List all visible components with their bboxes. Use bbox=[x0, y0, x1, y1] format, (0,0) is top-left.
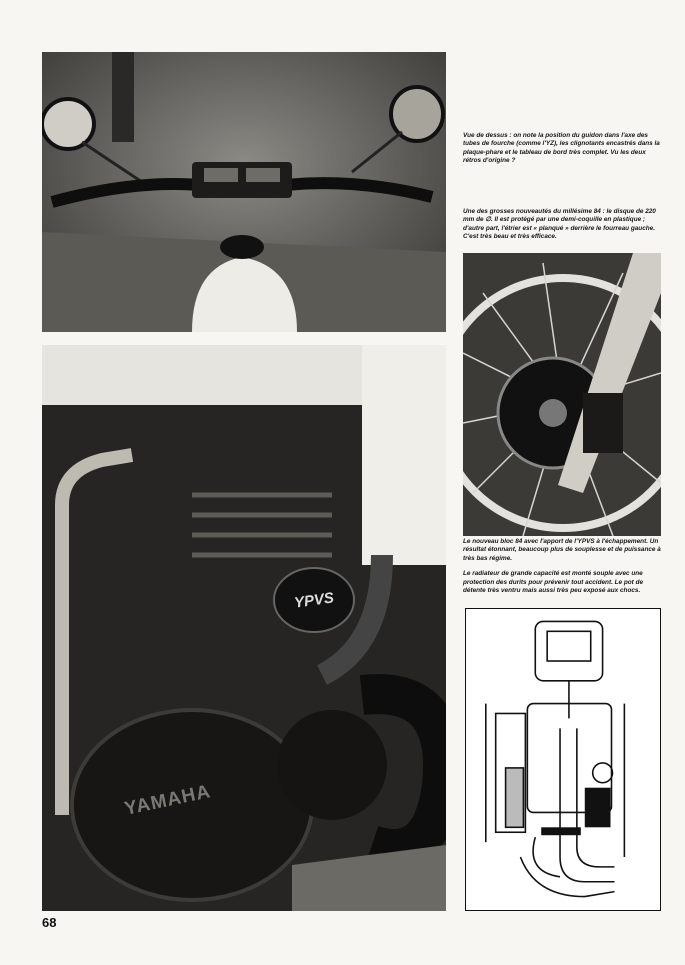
caption-disc-brake bbox=[463, 208, 663, 249]
caption-text: Vue de dessus : on note la position du guidon dans l'axe des tubes de fourche (comme l'YZ), les clignotants encastrés dans la plaque-phare et le tableau de bord très complet. Vu les deux rétros d'origine ? bbox=[463, 132, 660, 165]
engine-diagram bbox=[465, 608, 661, 911]
caption-handlebar bbox=[463, 132, 663, 173]
caption-text: Le radiateur de grande capacité est monté souple avec une protection des durits pour prévenir tout accident. Le pot de détente très ventru mais aussi très peu exposé aux chocs. bbox=[463, 570, 644, 595]
yamaha-logo: YAMAHA bbox=[122, 781, 213, 820]
caption-text: Le nouveau bloc 84 avec l'apport de l'YPVS à l'échappement. Un résultat étonnant, beaucoup plus de souplesse et de puissance à très bas régime. bbox=[463, 538, 661, 562]
caption-engine bbox=[463, 538, 663, 602]
page-number: 68 bbox=[42, 915, 57, 930]
engine-photo bbox=[42, 345, 446, 911]
ypvs-logo: YPVS bbox=[293, 589, 336, 612]
disc-brake-photo bbox=[463, 253, 661, 536]
handlebar-photo bbox=[42, 52, 446, 332]
caption-text: Une des grosses nouveautés du millésime 84 : le disque de 220 mm de ∅. Il est protégé par une demi-coquille en plastique ; d'autre part, l'étrier est « planqué » derrière le fourreau gauche. C'est très beau et très efficace. bbox=[463, 208, 656, 241]
